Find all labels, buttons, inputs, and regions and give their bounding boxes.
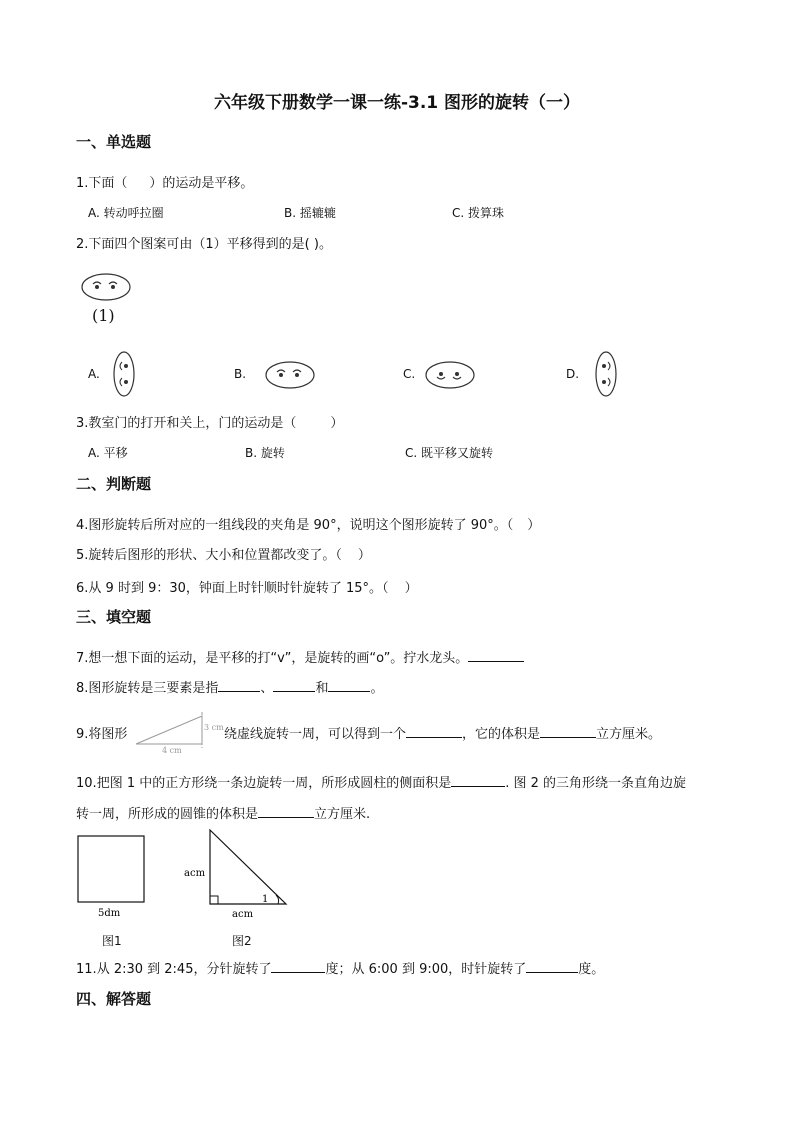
question-11: 11.从 2:30 到 2:45，分针旋转了 度；从 6:00 到 9:00，时针旋转了 度。 — [76, 962, 605, 977]
section-heading-fill-blank: 三、填空题 — [76, 608, 152, 626]
question-10-line-1: 10.把图 1 中的正方形绕一条边旋转一周，所形成圆柱的侧面积是 . 图 2 的三角形绕一条直角边旋 — [76, 776, 687, 791]
question-7: 7.想一想下面的运动，是平移的打“v”，是旋转的画“o”。拧水龙头。 — [76, 647, 524, 666]
q3-option-b[interactable]: B. 旋转 — [245, 446, 285, 460]
q10-fig2-base-label: acm — [232, 909, 254, 920]
q1-option-c[interactable]: C. 拨算珠 — [452, 206, 505, 220]
section-heading-solve: 四、解答题 — [76, 990, 152, 1008]
answer-blank[interactable] — [540, 725, 596, 738]
question-10-line-2: 转一周，所形成的圆锥的体积是 立方厘米. — [76, 807, 371, 822]
answer-blank[interactable] — [451, 774, 505, 787]
q3-option-a[interactable]: A. 平移 — [88, 446, 128, 460]
section-heading-true-false: 二、判断题 — [76, 475, 152, 493]
q2-option-c-figure[interactable] — [424, 360, 476, 390]
q10-figure-2-triangle — [184, 826, 292, 922]
answer-blank[interactable] — [273, 679, 315, 692]
question-text: ）的运动是平移。 — [149, 176, 254, 191]
answer-blank[interactable] — [218, 679, 260, 692]
question-2 — [76, 233, 332, 252]
q2-option-a-figure[interactable] — [112, 350, 136, 398]
q9-right-triangle-figure — [132, 712, 236, 755]
q2-option-d-figure[interactable] — [594, 350, 618, 398]
question-9-rest: 绕虚线旋转一周，可以得到一个 ，它的体积是 立方厘米。 — [224, 727, 662, 742]
answer-blank[interactable] — [406, 725, 462, 738]
answer-blank[interactable] — [258, 805, 314, 818]
question-1 — [76, 172, 253, 191]
question-6: 6.从 9 时到 9：30，钟面上时针顺时针旋转了 15°。（ ） — [76, 581, 418, 596]
question-text: 教室门的打开和关上，门的运动是（ — [88, 416, 297, 431]
q10-fig2-caption: 图2 — [232, 934, 252, 948]
question-text: 下面四个图案可由（1）平移得到的是( )。 — [88, 237, 332, 252]
answer-blank[interactable] — [271, 960, 325, 973]
q10-fig1-caption: 图1 — [102, 934, 122, 948]
q10-fig2-height-label: acm — [184, 868, 206, 879]
q2-option-b-figure[interactable] — [264, 360, 316, 390]
question-9-start: 9.将图形 — [76, 727, 128, 742]
page-title: 六年级下册数学一课一练-3.1 图形的旋转（一） — [213, 93, 581, 113]
q1-option-b[interactable]: B. 摇辘辘 — [284, 206, 336, 220]
q2-reference-face-figure — [80, 272, 132, 304]
question-4: 4.图形旋转后所对应的一组线段的夹角是 90°，说明这个图形旋转了 90°。（ ） — [76, 518, 541, 533]
answer-blank[interactable] — [468, 649, 524, 662]
question-text: 下面（ — [88, 176, 128, 191]
q10-fig1-side-label: 5dm — [98, 908, 121, 919]
question-5: 5.旋转后图形的形状、大小和位置都改变了。（ ） — [76, 548, 371, 563]
answer-blank[interactable] — [328, 679, 370, 692]
q9-base-label: 4 cm — [162, 746, 182, 755]
q2-option-b-label[interactable]: B. — [234, 367, 247, 381]
question-number: 2. — [76, 237, 89, 252]
question-8: 8.图形旋转是三要素是指 、 和 。 — [76, 681, 384, 696]
q3-option-c[interactable]: C. 既平移又旋转 — [405, 446, 494, 460]
q2-reference-label: (1) — [92, 306, 115, 325]
q2-option-d-label[interactable]: D. — [566, 367, 580, 381]
q10-fig2-angle-label: 1 — [262, 894, 269, 905]
section-heading-single-choice: 一、单选题 — [76, 133, 152, 151]
q9-height-label: 3 cm — [204, 723, 224, 732]
q2-option-c-label[interactable]: C. — [403, 367, 416, 381]
question-number: 1. — [76, 176, 89, 191]
answer-blank[interactable] — [526, 960, 578, 973]
q1-option-a[interactable]: A. 转动呼拉圈 — [88, 206, 164, 220]
q2-option-a-label[interactable]: A. — [88, 367, 100, 381]
q10-figure-1-square — [76, 834, 148, 920]
question-number: 3. — [76, 416, 89, 431]
question-3: 3.教室门的打开和关上，门的运动是（ ） — [76, 416, 344, 431]
